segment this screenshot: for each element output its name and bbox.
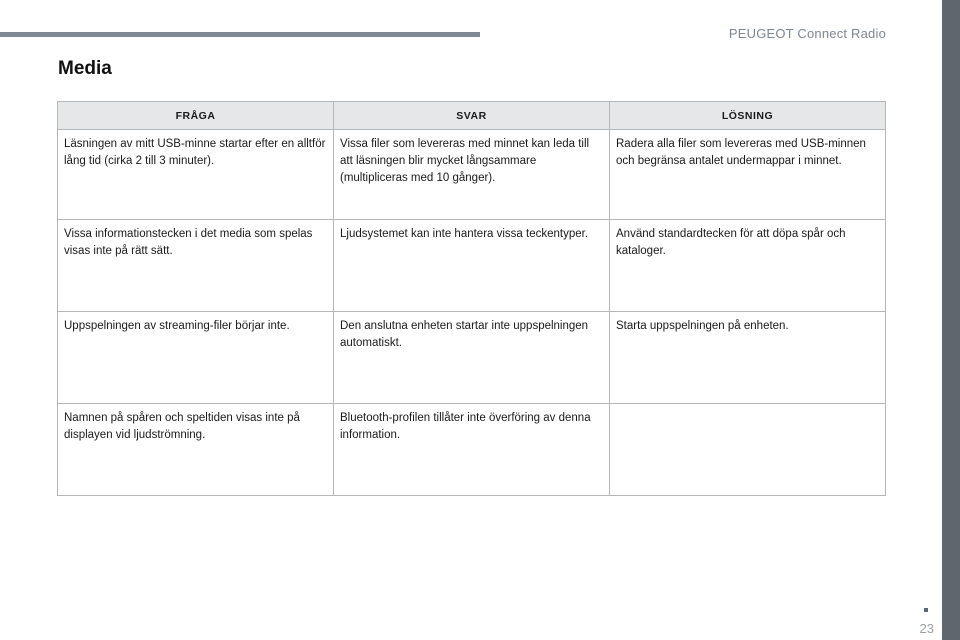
question-cell: Namnen på spåren och speltiden visas inte på displayen vid ljudströmning. xyxy=(58,404,334,496)
question-cell: Uppspelningen av streaming-filer börjar inte. xyxy=(58,312,334,404)
question-cell: Vissa informationstecken i det media som spelas visas inte på rätt sätt. xyxy=(58,220,334,312)
table-row xyxy=(58,220,886,312)
page-title: Media xyxy=(58,58,112,79)
table-row xyxy=(58,130,886,220)
column-header-question: FRÅGA xyxy=(58,102,334,130)
header-title: PEUGEOT Connect Radio xyxy=(728,26,886,41)
faq-table xyxy=(57,101,886,496)
table-row xyxy=(58,404,886,496)
question-cell: Läsningen av mitt USB-minne startar efter en alltför lång tid (cirka 2 till 3 minuter). xyxy=(58,130,334,220)
header-accent-bar xyxy=(0,32,480,37)
side-strip xyxy=(942,0,960,640)
answer-cell: Ljudsystemet kan inte hantera vissa teckentyper. xyxy=(334,220,610,312)
column-header-solution: LÖSNING xyxy=(610,102,886,130)
page-number: 23 xyxy=(919,621,934,636)
table-row xyxy=(58,312,886,404)
column-header-answer: SVAR xyxy=(334,102,610,130)
solution-cell: Starta uppspelningen på enheten. xyxy=(610,312,886,404)
table-header-row xyxy=(58,102,886,130)
answer-cell: Den anslutna enheten startar inte uppspelningen automatiskt. xyxy=(334,312,610,404)
solution-cell: Använd standardtecken för att döpa spår och kataloger. xyxy=(610,220,886,312)
answer-cell: Vissa filer som levereras med minnet kan leda till att läsningen blir mycket långsammare (multipliceras med 10 gånger). xyxy=(334,130,610,220)
solution-cell xyxy=(610,404,886,496)
page-marker xyxy=(924,608,928,612)
solution-cell: Radera alla filer som levereras med USB-minnen och begränsa antalet undermappar i minnet. xyxy=(610,130,886,220)
answer-cell: Bluetooth-profilen tillåter inte överföring av denna information. xyxy=(334,404,610,496)
